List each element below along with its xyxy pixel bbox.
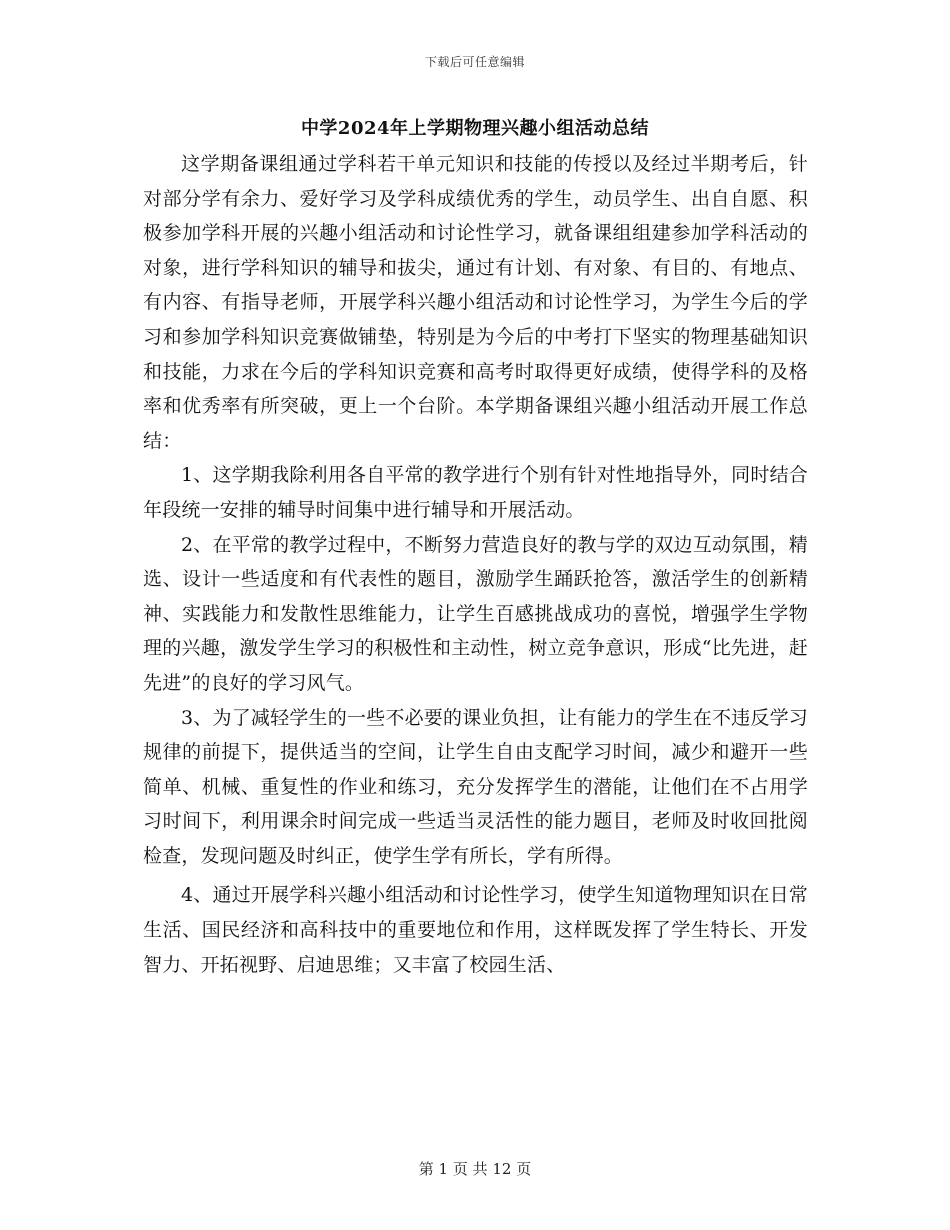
page-number: 第 1 页 共 12 页 xyxy=(418,1160,532,1178)
header-note: 下载后可任意编辑 xyxy=(424,55,525,69)
document-body xyxy=(143,147,808,982)
paragraph-intro: 这学期备课组通过学科若干单元知识和技能的传授以及经过半期考后，针对部分学有余力、爱好学习及学科成绩优秀的学生，动员学生、出自自愿、积极参加学科开展的兴趣小组活动和讨论性学习，就备课组组建参加学科活动的对象，进行学科知识的辅导和拔尖，通过有计划、有对象、有目的、有地点、有内容、有指导老师，开展学科兴趣小组活动和讨论性学习，为学生今后的学习和参加学科知识竞赛做铺垫，特别是为今后的中考打下坚实的物理基础知识和技能，力求在今后的学科知识竞赛和高考时取得更好成绩，使得学科的及格率和优秀率有所突破，更上一个台阶。本学期备课组兴趣小组活动开展工作总结： xyxy=(143,153,808,452)
paragraph-item-2: 2、在平常的教学过程中，不断努力营造良好的教与学的双边互动氛围，精选、设计一些适度和有代表性的题目，激励学生踊跃抢答，激活学生的创新精神、实践能力和发散性思维能力，让学生百感挑战成功的喜悦，增强学生学物理的兴趣，激发学生学习的积极性和主动性，树立竞争意识，形成“比先进，赶先进”的良好的学习风气。 xyxy=(143,533,808,694)
paragraph-item-4: 4、通过开展学科兴趣小组活动和讨论性学习，使学生知道物理知识在日常生活、国民经济和高科技中的重要地位和作用，这样既发挥了学生特长、开发智力、开拓视野、启迪思维；又丰富了校园生活、 xyxy=(143,884,808,976)
paragraph-item-1: 1、这学期我除利用各自平常的教学进行个别有针对性地指导外，同时结合年段统一安排的辅导时间集中进行辅导和开展活动。 xyxy=(143,464,808,521)
document-title: 中学2024年上学期物理兴趣小组活动总结 xyxy=(300,118,650,139)
paragraph-item-3: 3、为了减轻学生的一些不必要的课业负担，让有能力的学生在不违反学习规律的前提下，提供适当的空间，让学生自由支配学习时间，减少和避开一些简单、机械、重复性的作业和练习，充分发挥学生的潜能，让他们在不占用学习时间下，利用课余时间完成一些适当灵活性的能力题目，老师及时收回批阅检查，发现问题及时纠正，使学生学有所长，学有所得。 xyxy=(143,706,808,867)
